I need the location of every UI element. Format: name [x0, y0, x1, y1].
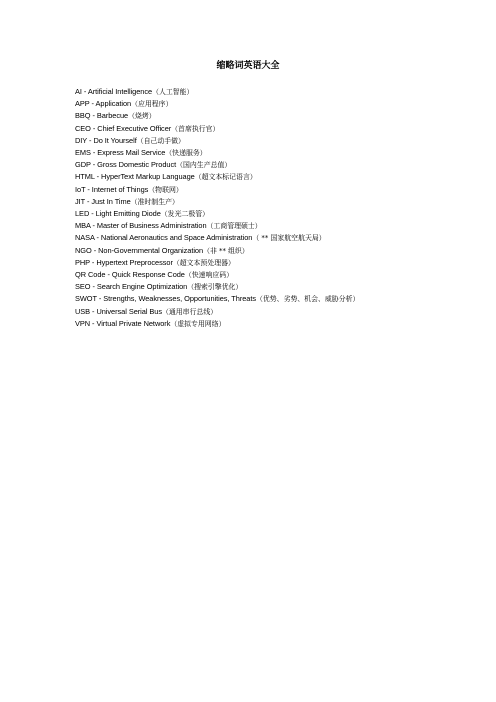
- list-item: [75, 306, 435, 318]
- abbreviation-chinese: （人工智能）: [152, 88, 194, 96]
- abbreviation-chinese: （搜索引擎优化）: [187, 283, 243, 292]
- abbreviation-english: SEO - Search Engine Optimization: [75, 282, 188, 292]
- abbreviation-english: BBQ - Barbecue: [75, 111, 129, 121]
- abbreviation-chinese: （首席执行官）: [171, 124, 220, 133]
- abbreviation-english: USB - Universal Serial Bus: [75, 306, 163, 316]
- abbreviation-chinese: （ ** 国家航空航天局）: [252, 234, 326, 243]
- abbreviation-english: VPN - Virtual Private Network: [75, 318, 171, 328]
- abbreviation-english: QR Code - Quick Response Code: [75, 270, 185, 280]
- abbreviation-chinese: （物联网）: [148, 185, 183, 194]
- abbreviation-english: MBA - Master of Business Administration: [75, 221, 207, 231]
- abbreviation-english: CEO - Chief Executive Officer: [75, 123, 172, 133]
- abbreviation-chinese: （优势、劣势、机会、威胁分析）: [256, 295, 360, 304]
- abbreviation-chinese: （准时制生产）: [130, 197, 179, 206]
- abbreviation-chinese: （应用程序）: [131, 100, 173, 109]
- abbreviation-english: NGO - Non-Governmental Organization: [75, 245, 204, 255]
- abbreviation-english: PHP - Hypertext Preprocessor: [75, 257, 173, 267]
- list-item: [75, 245, 435, 257]
- list-item: [75, 171, 435, 183]
- list-item: [75, 159, 435, 171]
- list-item: [75, 147, 435, 159]
- abbreviation-chinese: （工商管理硕士）: [206, 222, 262, 231]
- list-item: [75, 184, 435, 196]
- abbreviation-english: DIY - Do It Yourself: [75, 135, 137, 145]
- abbreviation-english: HTML - HyperText Markup Language: [75, 172, 195, 182]
- list-item: [75, 318, 435, 330]
- abbreviation-list: [75, 86, 435, 330]
- document-title: 缩略词英语大全: [216, 61, 280, 71]
- abbreviation-chinese: （虚拟专用网络）: [170, 319, 226, 328]
- abbreviation-english: LED - Light Emitting Diode: [75, 209, 161, 219]
- abbreviation-chinese: （超文本预处理器）: [172, 258, 235, 267]
- abbreviation-english: AI - Artificial Intelligence: [75, 87, 153, 96]
- abbreviation-english: EMS - Express Mail Service: [75, 148, 166, 158]
- abbreviation-english: IoT - Internet of Things: [75, 184, 149, 194]
- list-item: [75, 123, 435, 135]
- abbreviation-chinese: （快递服务）: [165, 149, 207, 158]
- abbreviation-chinese: （自己动手做）: [136, 136, 185, 145]
- abbreviation-english: APP - Application: [75, 99, 132, 109]
- abbreviation-chinese: （超文本标记语言）: [194, 173, 257, 182]
- list-item: [75, 86, 435, 98]
- list-item: [75, 232, 435, 244]
- abbreviation-chinese: （通用串行总线）: [162, 307, 218, 316]
- list-item: [75, 98, 435, 110]
- list-item: [75, 281, 435, 293]
- abbreviation-english: SWOT - Strengths, Weaknesses, Opportunities, Threats: [75, 294, 257, 304]
- list-item: [75, 135, 435, 147]
- abbreviation-english: JIT - Just In Time: [75, 196, 131, 206]
- abbreviation-chinese: （快速响应码）: [184, 271, 234, 280]
- list-item: [75, 208, 435, 220]
- list-item: [75, 257, 435, 269]
- list-item: [75, 269, 435, 281]
- list-item: [75, 110, 435, 122]
- list-item: [75, 293, 433, 305]
- abbreviation-chinese: （烧烤）: [128, 112, 156, 121]
- abbreviation-english: GDP - Gross Domestic Product: [75, 160, 177, 170]
- abbreviation-chinese: （国内生产总值）: [176, 161, 232, 170]
- abbreviation-chinese: （发光二极管）: [160, 210, 210, 219]
- list-item: [75, 220, 435, 232]
- list-item: [75, 196, 435, 208]
- abbreviation-english: NASA - National Aeronautics and Space Administration: [75, 233, 253, 243]
- abbreviation-chinese: （非 ** 组织）: [203, 246, 249, 255]
